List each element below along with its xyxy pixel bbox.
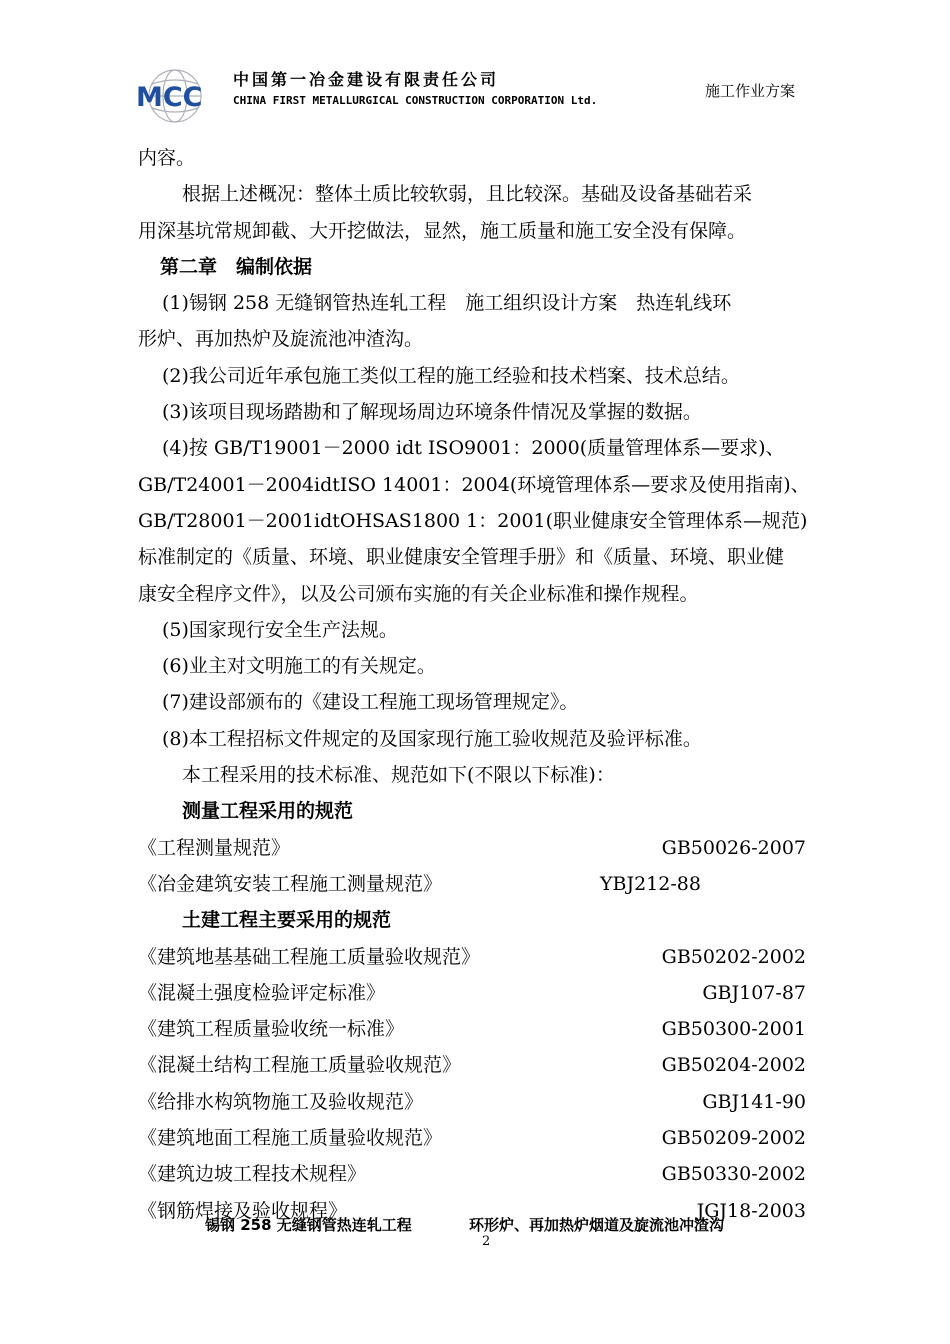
spec-row xyxy=(138,1084,838,1120)
spec-code: GBJ141-90 xyxy=(702,1090,806,1113)
section-civil-specs: 土建工程主要采用的规范 xyxy=(182,909,392,932)
footer-project: 锡钢 258 无缝钢管热连轧工程 xyxy=(205,1216,412,1234)
basis-item-4-line-1: (4)按 GB/T19001－2000 idt ISO9001：2000(质量管理体系—要求)、 xyxy=(162,437,785,460)
company-name-cn: 中国第一冶金建设有限责任公司 xyxy=(233,70,500,89)
paragraph-continuation: 内容。 xyxy=(138,147,196,169)
basis-item-7: (7)建设部颁布的《建设工程施工现场管理规定》。 xyxy=(162,691,579,714)
page-footer xyxy=(205,1214,724,1235)
basis-item-4-line-3: GB/T28001－2001idtOHSAS1800 1：2001(职业健康安全管理体系—规范) xyxy=(138,509,808,532)
spec-code: GB50026-2007 xyxy=(661,836,806,859)
spec-name: 《建筑边坡工程技术规程》 xyxy=(138,1163,367,1186)
company-name-en: CHINA FIRST METALLURGICAL CONSTRUCTION CORPORATION Ltd. xyxy=(233,94,598,107)
document-body xyxy=(138,140,838,1229)
spec-row xyxy=(138,1011,838,1047)
page-number: 2 xyxy=(482,1234,491,1249)
basis-item-4-line-2: GB/T24001－2004idtISO 14001：2004(环境管理体系—要求及使用指南)、 xyxy=(138,473,810,496)
spec-code: GB50202-2002 xyxy=(661,945,806,968)
spec-name: 《建筑地面工程施工质量验收规范》 xyxy=(138,1127,443,1150)
spec-code: GBJ107-87 xyxy=(702,981,806,1004)
basis-item-8: (8)本工程招标文件规定的及国家现行施工验收规范及验评标准。 xyxy=(162,727,702,750)
spec-name: 《建筑地基基础工程施工质量验收规范》 xyxy=(138,945,481,968)
basis-item-4-line-5: 康安全程序文件》，以及公司颁布实施的有关企业标准和操作规程。 xyxy=(138,582,699,605)
spec-code: GB50330-2002 xyxy=(661,1163,806,1186)
spec-name: 《混凝土结构工程施工质量验收规范》 xyxy=(138,1054,462,1077)
spec-code: GB50209-2002 xyxy=(661,1127,806,1150)
basis-item-2: (2)我公司近年承包施工类似工程的施工经验和技术档案、技术总结。 xyxy=(162,364,740,387)
document-type: 施工作业方案 xyxy=(704,82,795,100)
spec-name: 《冶金建筑安装工程施工测量规范》 xyxy=(138,872,443,895)
spec-code: YBJ212-88 xyxy=(600,872,701,895)
page-header xyxy=(135,62,825,132)
company-name xyxy=(233,70,597,109)
spec-code: GB50300-2001 xyxy=(661,1018,806,1041)
basis-item-1-line-1: (1)锡钢 258 无缝钢管热连轧工程 施工组织设计方案 热连轧线环 xyxy=(162,292,732,315)
basis-item-3: (3)该项目现场踏勘和了解现场周边环境条件情况及掌握的数据。 xyxy=(162,401,702,424)
spec-name: 《混凝土强度检验评定标准》 xyxy=(138,981,386,1004)
spec-code: GB50204-2002 xyxy=(661,1054,806,1077)
spec-row xyxy=(138,1156,838,1192)
spec-row xyxy=(138,830,838,866)
summary-line-1: 根据上述概况：整体土质比较软弱，且比较深。基础及设备基础若采 xyxy=(182,183,753,206)
spec-name: 《钢筋焊接及验收规程》 xyxy=(138,1199,348,1222)
logo-text: MCC xyxy=(136,82,203,113)
spec-name: 《建筑工程质量验收统一标准》 xyxy=(138,1018,405,1041)
standards-intro: 本工程采用的技术标准、规范如下(不限以下标准)： xyxy=(182,764,615,787)
spec-row xyxy=(138,975,838,1011)
spec-code: JGJ18-2003 xyxy=(696,1199,806,1222)
summary-line-2: 用深基坑常规卸截、大开挖做法，显然，施工质量和施工安全没有保障。 xyxy=(138,219,747,242)
basis-item-1-line-2: 形炉、再加热炉及旋流池冲渣沟。 xyxy=(138,328,424,351)
mcc-logo xyxy=(135,66,215,126)
section-survey-specs: 测量工程采用的规范 xyxy=(182,800,354,823)
basis-item-6: (6)业主对文明施工的有关规定。 xyxy=(162,655,436,678)
spec-name: 《给排水构筑物施工及验收规范》 xyxy=(138,1090,424,1113)
spec-row xyxy=(138,939,838,975)
chapter-heading: 第二章 编制依据 xyxy=(160,255,313,278)
spec-name: 《工程测量规范》 xyxy=(138,836,291,859)
spec-row xyxy=(138,1120,838,1156)
spec-row xyxy=(138,866,838,902)
spec-row xyxy=(138,1047,838,1083)
basis-item-5: (5)国家现行安全生产法规。 xyxy=(162,618,398,641)
basis-item-4-line-4: 标准制定的《质量、环境、职业健康安全管理手册》和《质量、环境、职业健 xyxy=(138,546,785,569)
footer-scope: 环形炉、再加热炉烟道及旋流池冲渣沟 xyxy=(469,1216,725,1234)
